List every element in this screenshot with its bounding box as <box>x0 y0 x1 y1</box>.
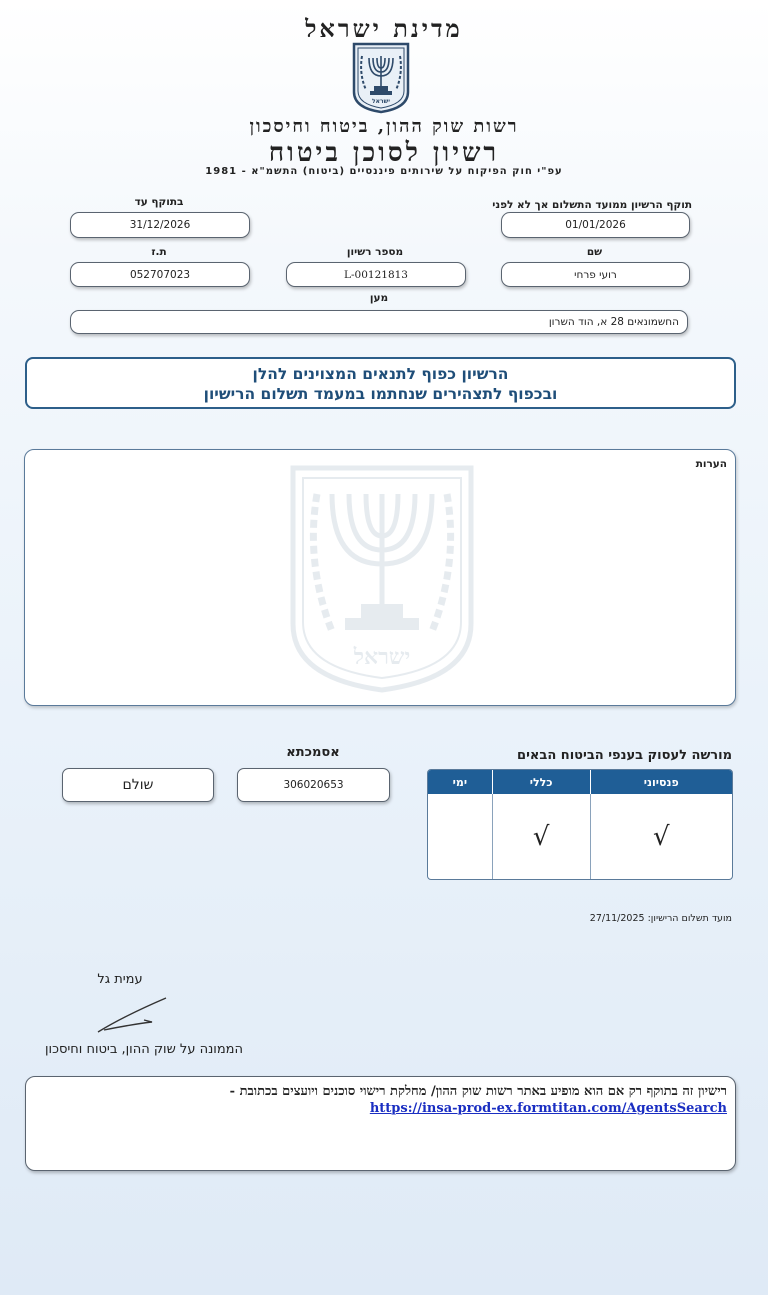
id-label: ת.ז <box>151 246 167 258</box>
check-mark-general: √ <box>492 794 590 879</box>
notice-line-2: ובכפוף לתצהירים שנחתמו במעמד תשלום הרישיון <box>203 385 558 403</box>
verification-notice <box>25 1076 736 1171</box>
id-number-field: 052707023 <box>70 262 250 287</box>
state-title: מדינת ישראל <box>305 14 463 43</box>
valid-from-label: תוקף הרשיון ממועד התשלום אך לא לפני <box>492 199 692 211</box>
signature-icon <box>94 994 170 1036</box>
holder-name-field: רועי פרחי <box>501 262 690 287</box>
license-title: רשיון לסוכן ביטוח <box>268 138 500 168</box>
check-mark-pension: √ <box>590 794 732 879</box>
payment-status-badge: שולם <box>62 768 214 802</box>
authorized-branches-table <box>427 769 733 880</box>
verification-text: רישיון זה בתוקף רק אם הוא מופיע באתר רשות שוק ההון/ מחלקת רישוי סוכנים ויועצים בכתובת - <box>229 1084 727 1099</box>
authorized-branches-title: מורשה לעסוק בענפי הביטוח הבאים <box>517 748 732 763</box>
signer-name: עמית גל <box>97 972 143 987</box>
reference-number-field: 306020653 <box>237 768 390 802</box>
remarks-box <box>24 449 736 706</box>
address-label: מען <box>369 292 389 304</box>
reference-label: אסמכתא <box>286 745 340 760</box>
remarks-label: הערות <box>695 458 727 470</box>
check-mark-marine <box>428 794 492 879</box>
valid-from-field: 01/01/2026 <box>501 212 690 238</box>
state-emblem-icon <box>350 42 412 114</box>
emblem-watermark-icon <box>287 464 477 694</box>
license-conditions-notice <box>25 357 736 409</box>
license-number-label: מספר רשיון <box>346 246 404 258</box>
commissioner-title: הממונה על שוק ההון, ביטוח וחיסכון <box>45 1042 243 1057</box>
payment-date-text: מועד תשלום הרישיון: 27/11/2025 <box>589 913 732 924</box>
column-header-general: כללי <box>492 770 590 794</box>
law-reference: עפ"י חוק הפיקוח על שירותים פיננסיים (ביטוח) התשמ"א - 1981 <box>205 166 563 177</box>
license-number-field: L-00121813 <box>286 262 466 287</box>
notice-line-1: הרשיון כפוף לתנאים המצוינים להלן <box>252 365 509 383</box>
watermark-text: ישראל <box>353 644 411 670</box>
address-field: החשמונאים 28 א, הוד השרון <box>70 310 688 334</box>
name-label: שם <box>586 246 603 258</box>
valid-until-label: בתוקף עד <box>134 196 184 208</box>
authority-name: רשות שוק ההון, ביטוח וחיסכון <box>249 116 519 137</box>
column-header-pension: פנסיוני <box>590 770 732 794</box>
valid-until-field: 31/12/2026 <box>70 212 250 238</box>
column-header-marine: ימי <box>428 770 492 794</box>
svg-text:ישראל: ישראל <box>372 98 390 105</box>
agents-search-link[interactable]: https://insa-prod-ex.formtitan.com/AgentsSearch <box>369 1101 727 1116</box>
